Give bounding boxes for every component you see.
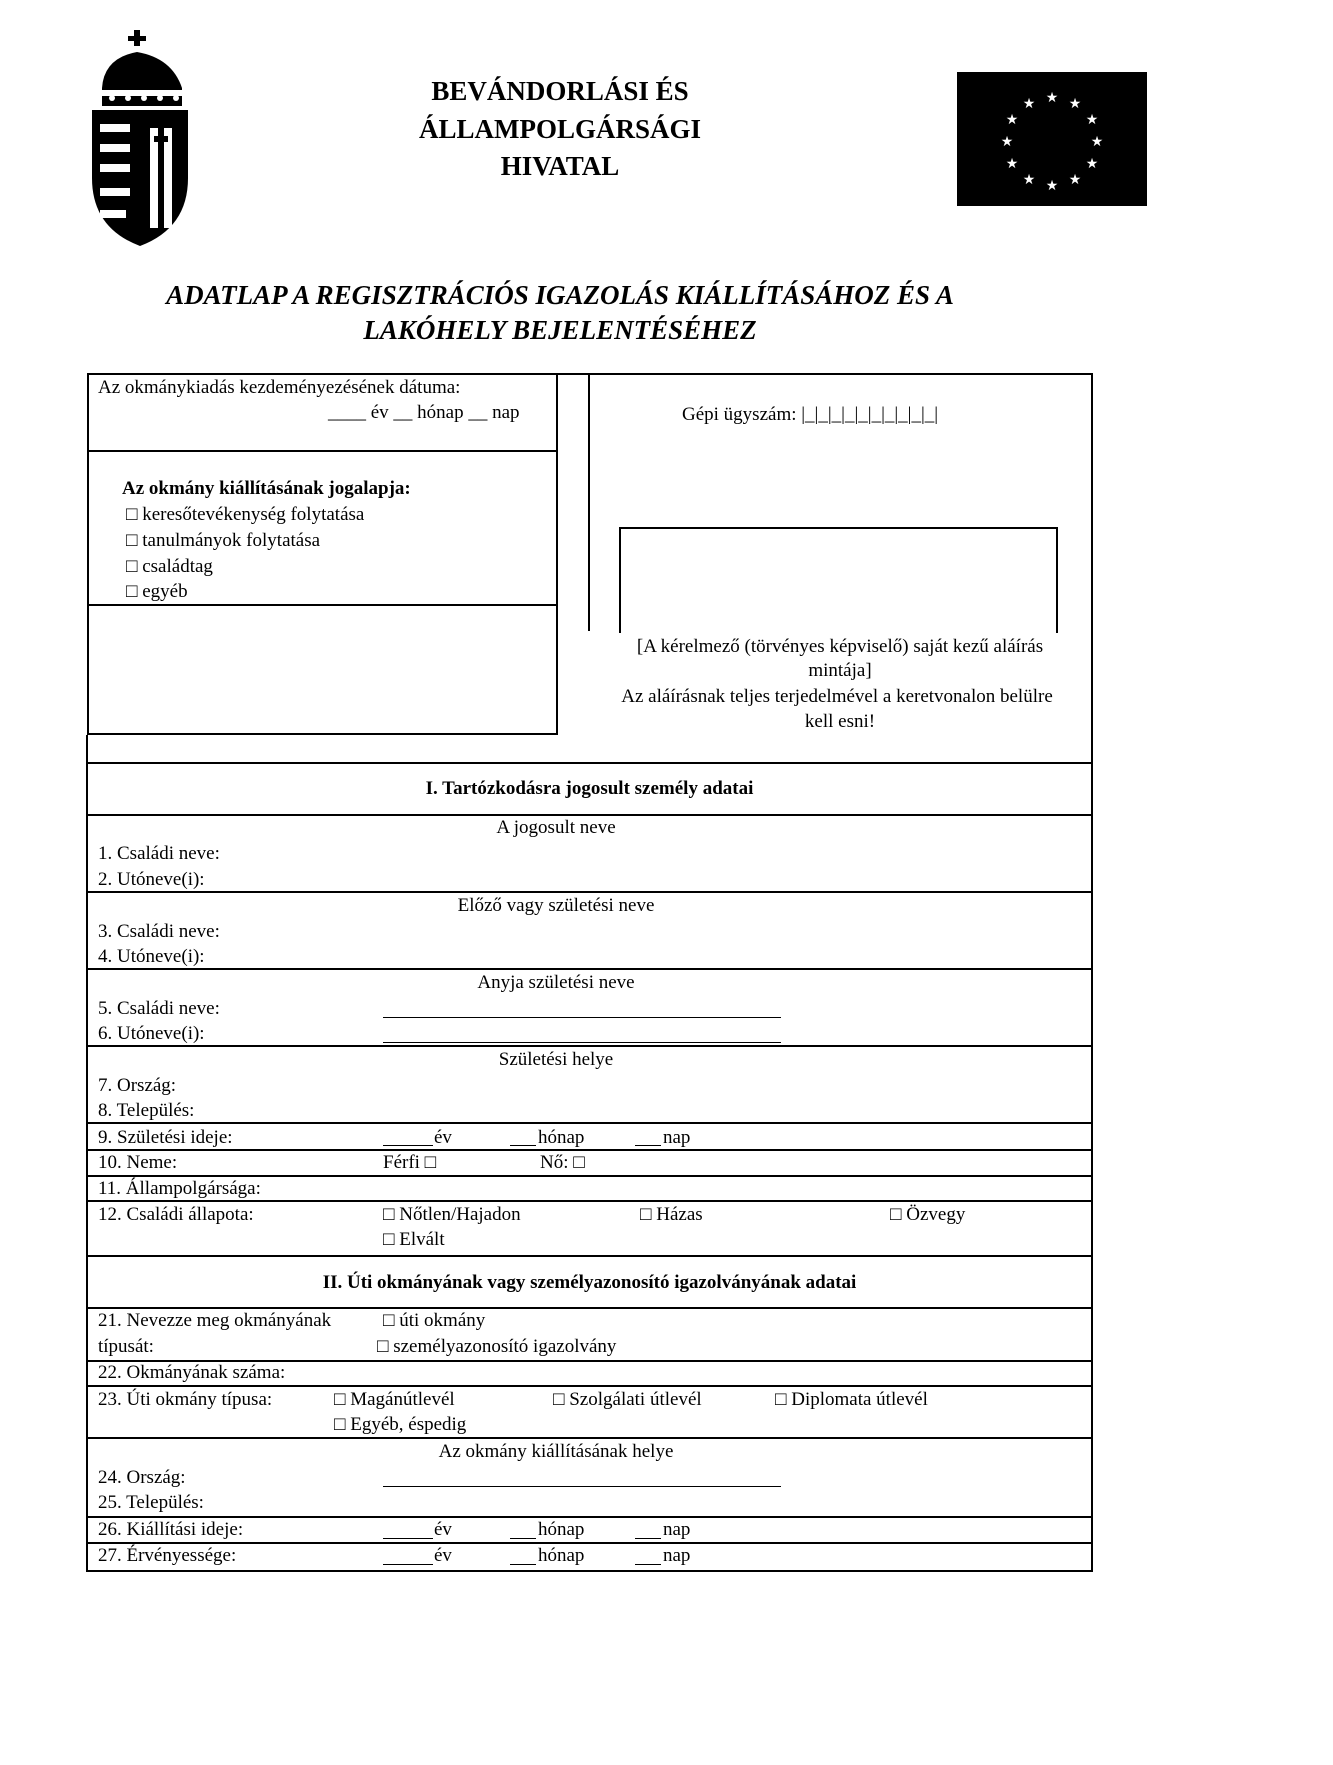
field-12-marital-status: 12. Családi állapota: <box>98 1204 254 1225</box>
svg-text:★: ★ <box>1068 172 1082 188</box>
field-26-issue-date: 26. Kiállítási ideje: <box>98 1519 244 1540</box>
divider <box>86 1255 1093 1257</box>
divider <box>86 1542 1093 1544</box>
svg-text:★: ★ <box>1068 96 1082 112</box>
outer-border-top-right <box>558 373 1092 375</box>
divider <box>86 1437 1093 1439</box>
hungarian-coat-of-arms-logo <box>92 28 202 248</box>
group-name-heading: A jogosult neve <box>496 817 616 838</box>
divider <box>86 891 1093 893</box>
marital-widowed-checkbox[interactable]: □ Özvegy <box>890 1204 966 1225</box>
field-11-citizenship: 11. Állampolgársága: <box>98 1178 261 1199</box>
date-parts[interactable]: ____ év __ hónap __ nap <box>328 402 520 423</box>
legal-basis-option-other[interactable]: □ egyéb <box>126 581 188 602</box>
travel-doc-private-checkbox[interactable]: □ Magánútlevél <box>334 1389 455 1410</box>
svg-text:★: ★ <box>1085 156 1099 172</box>
divider <box>87 604 558 606</box>
legal-basis-option-family[interactable]: □ családtag <box>126 556 213 577</box>
validity-year-label: év <box>434 1545 452 1566</box>
svg-text:★: ★ <box>1090 134 1104 150</box>
field-8-settlement: 8. Település: <box>98 1100 195 1121</box>
field-5-input-line[interactable] <box>383 1017 781 1018</box>
case-number[interactable]: Gépi ügyszám: |_|_|_|_|_|_|_|_|_|_| <box>682 404 939 425</box>
travel-doc-diplomat-checkbox[interactable]: □ Diplomata útlevél <box>775 1389 928 1410</box>
validity-year-line[interactable] <box>383 1564 433 1565</box>
svg-text:★: ★ <box>1045 178 1059 194</box>
signature-caption-line1: [A kérelmező (törvényes képviselő) saját kezű aláírás <box>636 636 1044 657</box>
birth-month-line[interactable] <box>510 1145 536 1146</box>
group-prev-name-heading: Előző vagy születési neve <box>457 895 655 916</box>
birth-day-label: nap <box>663 1127 691 1148</box>
divider <box>87 450 558 452</box>
group-mother-name-heading: Anyja születési neve <box>477 972 635 993</box>
issue-year-label: év <box>434 1519 452 1540</box>
travel-doc-other-checkbox[interactable]: □ Egyéb, éspedig <box>334 1414 467 1435</box>
issue-month-line[interactable] <box>510 1538 536 1539</box>
field-24-country: 24. Ország: <box>98 1467 186 1488</box>
field-4-given-names: 4. Utóneve(i): <box>98 946 205 967</box>
divider <box>86 1122 1093 1124</box>
signature-box[interactable] <box>619 527 1058 633</box>
signature-caption-line4: kell esni! <box>804 711 876 732</box>
divider <box>86 968 1093 970</box>
field-5-family-name: 5. Családi neve: <box>98 998 220 1019</box>
birth-year-line[interactable] <box>383 1145 433 1146</box>
top-left-panel <box>87 373 558 735</box>
field-24-input-line[interactable] <box>383 1486 781 1487</box>
field-1-family-name: 1. Családi neve: <box>98 843 220 864</box>
legal-basis-option-studies[interactable]: □ tanulmányok folytatása <box>126 530 321 551</box>
travel-doc-service-checkbox[interactable]: □ Szolgálati útlevél <box>553 1389 702 1410</box>
divider <box>86 814 1093 816</box>
field-3-family-name: 3. Családi neve: <box>98 921 220 942</box>
section1-title: I. Tartózkodásra jogosult személy adatai <box>425 778 754 799</box>
sex-male-checkbox[interactable]: Férfi □ <box>383 1152 437 1173</box>
marital-married-checkbox[interactable]: □ Házas <box>640 1204 703 1225</box>
outer-border-bottom <box>86 1570 1093 1572</box>
field-21-doc-type-line1: 21. Nevezze meg okmányának <box>98 1310 332 1331</box>
marital-single-checkbox[interactable]: □ Nőtlen/Hajadon <box>383 1204 521 1225</box>
divider <box>86 1045 1093 1047</box>
svg-text:★: ★ <box>1085 112 1099 128</box>
svg-text:★: ★ <box>1005 112 1019 128</box>
signature-caption-line3: Az aláírásnak teljes terjedelmével a keretvonalon belülre <box>621 686 1053 707</box>
issue-day-label: nap <box>663 1519 691 1540</box>
section2-title: II. Úti okmányának vagy személyazonosító igazolványának adatai <box>322 1272 857 1293</box>
field-7-country: 7. Ország: <box>98 1075 177 1096</box>
field-23-travel-doc-type: 23. Úti okmány típusa: <box>98 1389 273 1410</box>
divider <box>86 1149 1093 1151</box>
validity-month-label: hónap <box>538 1545 585 1566</box>
org-name-line1: BEVÁNDORLÁSI ÉS <box>431 76 689 106</box>
field-10-sex: 10. Neme: <box>98 1152 178 1173</box>
group-birthplace-heading: Születési helye <box>498 1049 614 1070</box>
divider <box>86 762 1093 764</box>
doc-type-id-checkbox[interactable]: □ személyazonosító igazolvány <box>377 1336 617 1357</box>
group-issue-place-heading: Az okmány kiállításának helye <box>438 1441 674 1462</box>
svg-text:★: ★ <box>1000 134 1014 150</box>
org-name-line3: HIVATAL <box>500 151 620 181</box>
doc-type-travel-checkbox[interactable]: □ úti okmány <box>383 1310 486 1331</box>
field-27-validity: 27. Érvényessége: <box>98 1545 237 1566</box>
legal-basis-title: Az okmány kiállításának jogalapja: <box>122 478 411 499</box>
validity-day-label: nap <box>663 1545 691 1566</box>
right-panel-left-border <box>588 373 590 631</box>
issue-month-label: hónap <box>538 1519 585 1540</box>
signature-caption-line2: mintája] <box>808 660 872 681</box>
birth-day-line[interactable] <box>635 1145 661 1146</box>
field-6-given-names: 6. Utóneve(i): <box>98 1023 205 1044</box>
svg-text:★: ★ <box>1022 172 1036 188</box>
divider <box>86 1307 1093 1309</box>
divider <box>86 1175 1093 1177</box>
org-name-line2: ÁLLAMPOLGÁRSÁGI <box>418 114 702 144</box>
eu-flag-logo <box>957 72 1147 206</box>
issue-day-line[interactable] <box>635 1538 661 1539</box>
field-2-given-names: 2. Utóneve(i): <box>98 869 205 890</box>
marital-divorced-checkbox[interactable]: □ Elvált <box>383 1229 445 1250</box>
form-title-line1: ADATLAP A REGISZTRÁCIÓS IGAZOLÁS KIÁLLÍTÁSÁHOZ ÉS A <box>166 280 954 310</box>
validity-month-line[interactable] <box>510 1564 536 1565</box>
divider <box>86 1516 1093 1518</box>
svg-text:★: ★ <box>1005 156 1019 172</box>
field-9-birth-date: 9. Születési ideje: <box>98 1127 233 1148</box>
birth-year-label: év <box>434 1127 452 1148</box>
sex-female-checkbox[interactable]: Nő: □ <box>540 1152 585 1173</box>
divider <box>86 1385 1093 1387</box>
form-title-line2: LAKÓHELY BEJELENTÉSÉHEZ <box>363 315 757 345</box>
validity-day-line[interactable] <box>635 1564 661 1565</box>
divider <box>86 1200 1093 1202</box>
issue-year-line[interactable] <box>383 1538 433 1539</box>
svg-text:★: ★ <box>1045 90 1059 106</box>
date-label: Az okmánykiadás kezdeményezésének dátuma: <box>98 377 461 398</box>
field-6-input-line[interactable] <box>383 1042 781 1043</box>
svg-text:★: ★ <box>1022 96 1036 112</box>
legal-basis-option-work[interactable]: □ keresőtevékenység folytatása <box>126 504 365 525</box>
outer-border-right <box>1091 373 1093 1571</box>
field-21-doc-type-line2: típusát: <box>98 1336 154 1357</box>
field-25-settlement: 25. Település: <box>98 1492 204 1513</box>
field-22-doc-number: 22. Okmányának száma: <box>98 1362 286 1383</box>
birth-month-label: hónap <box>538 1127 585 1148</box>
